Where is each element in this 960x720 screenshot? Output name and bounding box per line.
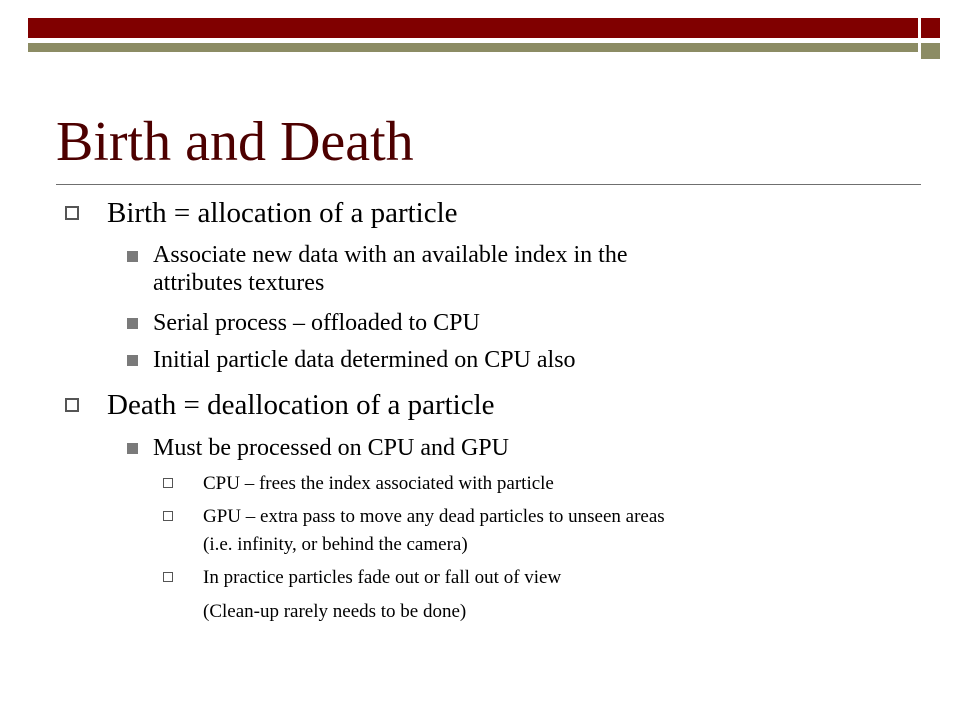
title-divider	[56, 184, 921, 185]
hollow-square-bullet-icon	[65, 398, 79, 412]
bullet-death: Death = deallocation of a particle	[107, 389, 495, 421]
filled-square-bullet-icon	[127, 443, 138, 454]
slide-title: Birth and Death	[56, 111, 414, 173]
note-infinity: (i.e. infinity, or behind the camera)	[203, 534, 468, 555]
corner-accent-olive	[921, 43, 940, 59]
sub-bullet-serial-process: Serial process – offloaded to CPU	[153, 310, 480, 336]
sub-sub-bullet-in-practice: In practice particles fade out or fall out of view	[203, 567, 562, 588]
corner-accent-red	[921, 18, 940, 38]
sub-bullet-must-process: Must be processed on CPU and GPU	[153, 435, 509, 461]
hollow-square-bullet-icon	[163, 511, 173, 521]
sub-sub-bullet-cpu: CPU – frees the index associated with particle	[203, 473, 554, 494]
hollow-square-bullet-icon	[163, 478, 173, 488]
hollow-square-bullet-icon	[65, 206, 79, 220]
hollow-square-bullet-icon	[163, 572, 173, 582]
filled-square-bullet-icon	[127, 355, 138, 366]
sub-bullet-associate-line2: attributes textures	[153, 270, 325, 296]
top-accent-bar	[28, 18, 918, 38]
bullet-birth: Birth = allocation of a particle	[107, 197, 458, 229]
note-clean-up: (Clean-up rarely needs to be done)	[203, 601, 467, 622]
sub-bullet-initial-data: Initial particle data determined on CPU also	[153, 347, 576, 373]
top-accent-line	[28, 43, 918, 52]
sub-sub-bullet-gpu: GPU – extra pass to move any dead particles to unseen areas	[203, 506, 665, 527]
filled-square-bullet-icon	[127, 318, 138, 329]
sub-bullet-associate-line1: Associate new data with an available index in the	[153, 242, 628, 268]
filled-square-bullet-icon	[127, 251, 138, 262]
